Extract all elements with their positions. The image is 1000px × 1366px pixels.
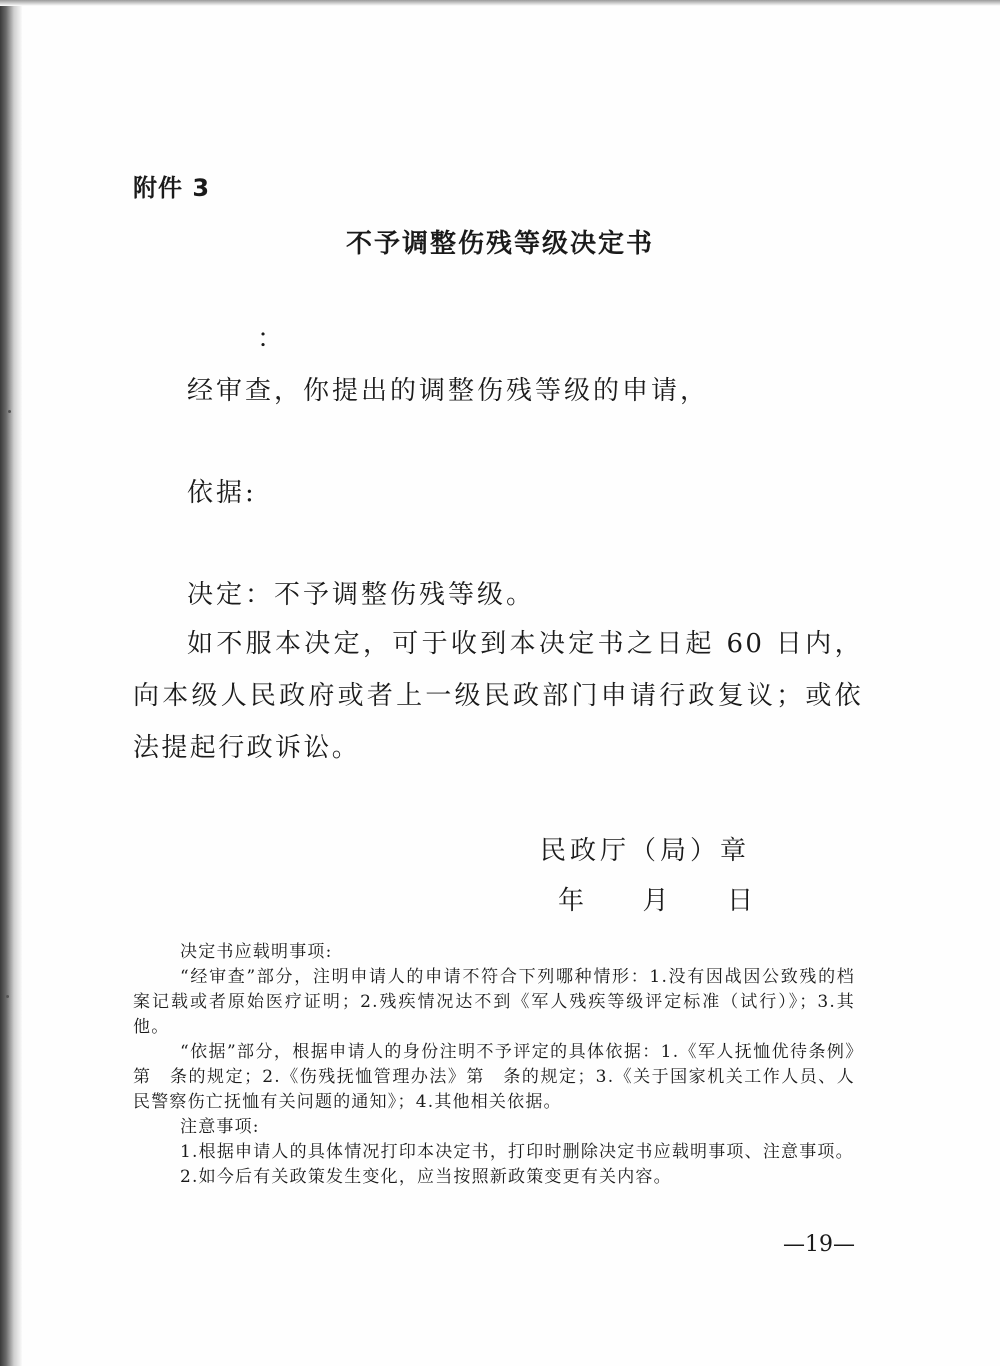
date-month: 月 <box>642 886 669 916</box>
salutation: ： <box>257 324 284 354</box>
review-line: 经审查，你提出的调整伤残等级的申请， <box>187 376 710 406</box>
date-line <box>558 880 753 917</box>
scan-speck <box>6 995 9 998</box>
date-year: 年 <box>558 886 585 916</box>
appeal-paragraph: 如不服本决定，可于收到本决定书之日起 60 日内，向本级人民政府或者上一级民政部门申请行政复议；或依法提起行政诉讼。 <box>133 629 863 763</box>
document-title: 不予调整伤残等级决定书 <box>345 229 654 259</box>
scan-edge-shadow <box>0 0 22 1366</box>
decision-line: 决定：不予调整伤残等级。 <box>187 580 536 610</box>
attention-item-1: 1.根据申请人的具体情况打印本决定书，打印时删除决定书应载明事项、注意事项。 <box>180 1142 854 1162</box>
scan-speck <box>8 410 11 413</box>
notes-heading: 决定书应载明事项: <box>180 942 333 962</box>
notes-section <box>133 940 855 1190</box>
note-review: “经审查”部分，注明申请人的申请不符合下列哪种情形：1.没有因战因公致残的档案记载或者原始医疗证明；2.残疾情况达不到《军人残疾等级评定标准（试行）》；3.其他。 <box>133 967 855 1037</box>
stamp-text: 民政厅（局）章 <box>540 836 751 866</box>
page-number: —19— <box>783 1232 855 1257</box>
date-day: 日 <box>727 886 754 916</box>
attachment-label: 附件 3 <box>133 174 211 202</box>
basis-line: 依据: <box>187 478 257 508</box>
note-basis: “依据”部分，根据申请人的身份注明不予评定的具体依据：1.《军人抚恤优待条例》第 条的规定；2.《伤残抚恤管理办法》第 条的规定；3.《关于国家机关工作人员、人民警察伤亡抚恤有关问题的通知》；4.其他相关依据。 <box>133 1042 855 1112</box>
attention-item-2: 2.如今后有关政策发生变化，应当按照新政策变更有关内容。 <box>180 1167 672 1187</box>
attention-heading: 注意事项: <box>180 1117 260 1137</box>
scan-top-shadow <box>0 0 1000 6</box>
